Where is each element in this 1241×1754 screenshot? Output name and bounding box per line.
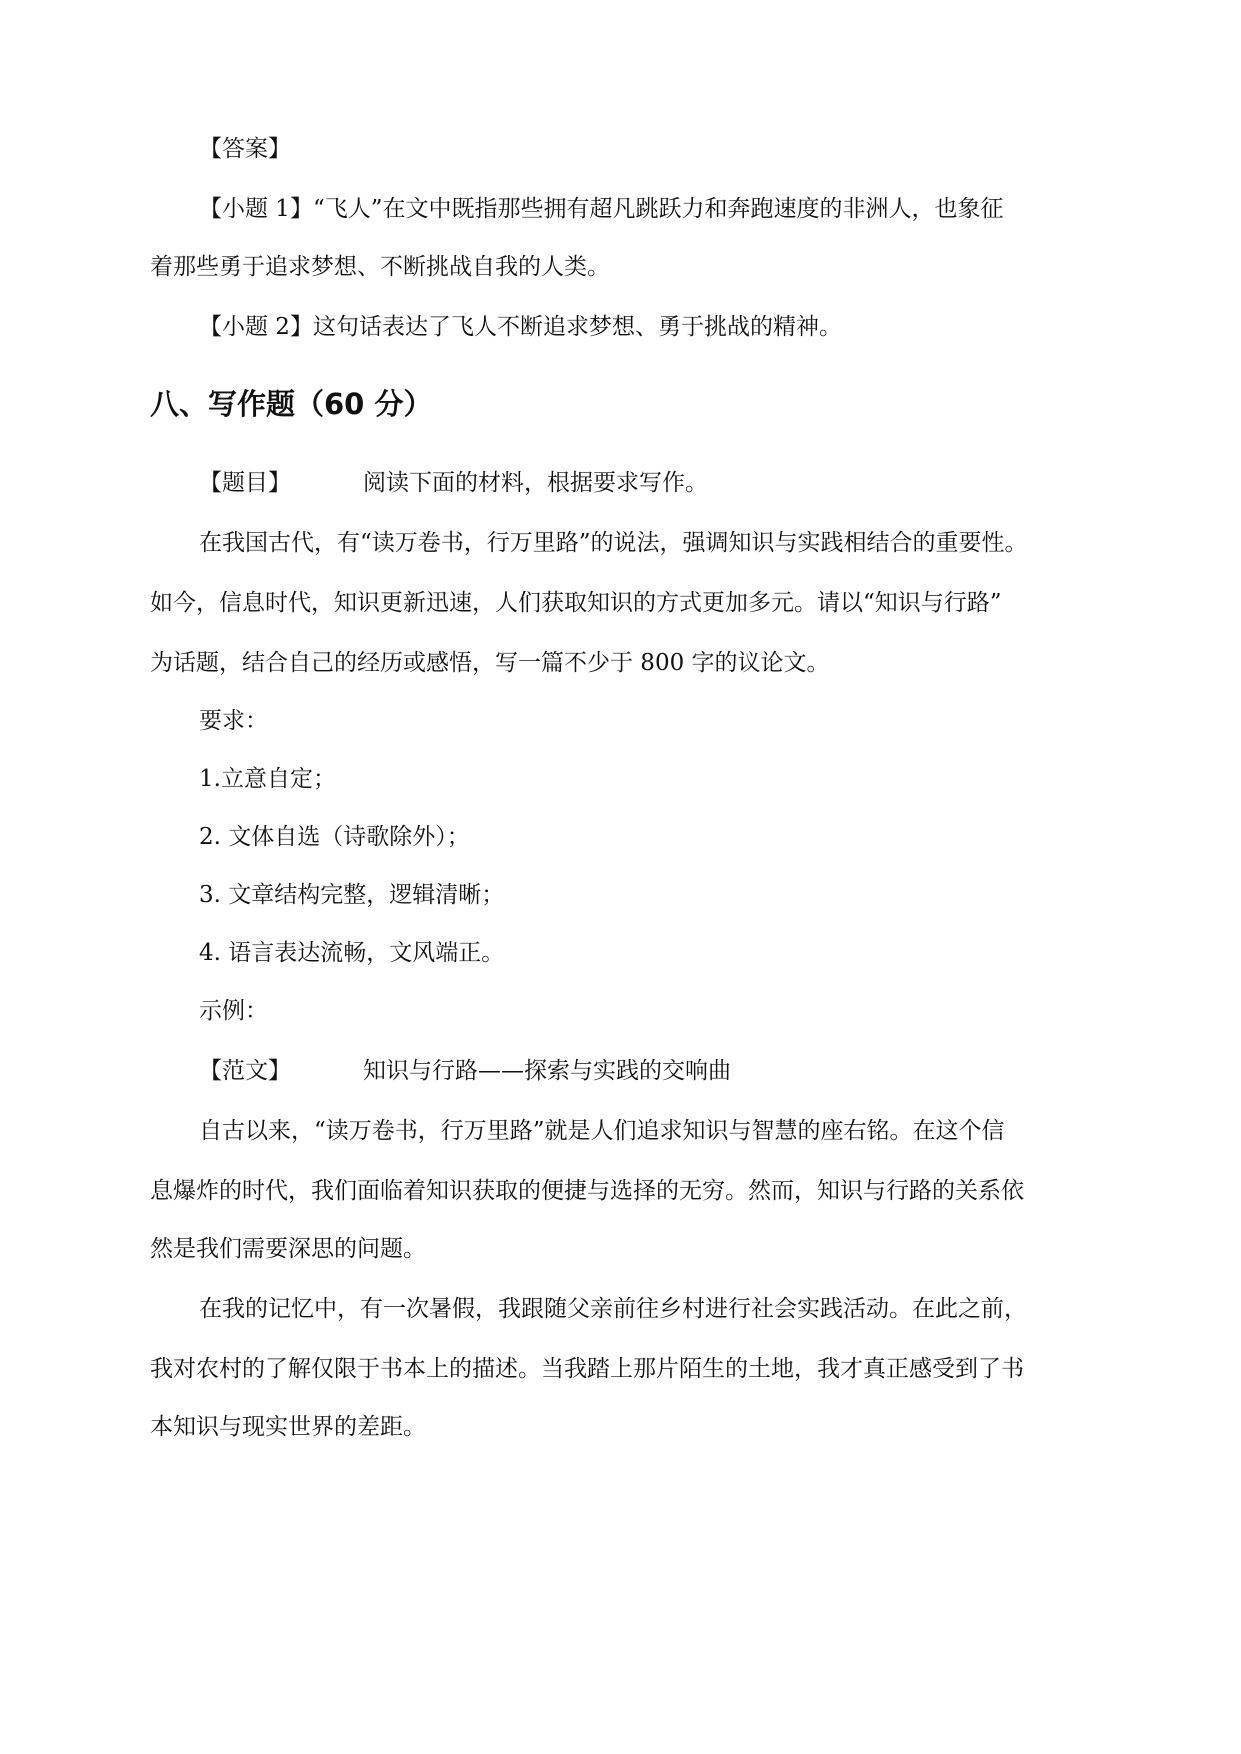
essay-paragraph-1-line-3: 然是我们需要深思的问题。 <box>150 1236 426 1262</box>
essay-paragraph-2-line-2: 我对农村的了解仅限于书本上的描述。当我踏上那片陌生的土地，我才真正感受到了书 <box>150 1356 1024 1382</box>
topic-label: 【题目】 <box>199 470 291 496</box>
answer-q2-line <box>199 312 842 342</box>
essay-label: 【范文】 <box>199 1058 291 1084</box>
material-line-2: 如今，信息时代，知识更新迅速，人们获取知识的方式更加多元。请以“知识与行路” <box>150 590 1002 616</box>
answer-q2-text: 这句话表达了飞人不断追求梦想、勇于挑战的精神。 <box>312 314 842 340</box>
topic-line <box>199 468 708 498</box>
answer-q2-label: 【小题 2】 <box>199 314 313 340</box>
requirement-item: 4. 语言表达流畅，文风端正。 <box>199 940 505 966</box>
essay-title: 知识与行路——探索与实践的交响曲 <box>363 1058 731 1084</box>
answer-q1-line-1 <box>199 194 1003 224</box>
material-line-1: 在我国古代，有“读万卷书，行万里路”的说法，强调知识与实践相结合的重要性。 <box>199 530 1028 556</box>
answer-q1-text: “飞人”在文中既指那些拥有超凡跳跃力和奔跑速度的非洲人，也象征 <box>312 196 1004 222</box>
essay-paragraph-1-line-2: 息爆炸的时代，我们面临着知识获取的便捷与选择的无穷。然而，知识与行路的关系依 <box>150 1178 1024 1204</box>
requirement-item: 3. 文章结构完整，逻辑清晰； <box>199 882 505 908</box>
answer-title: 【答案】 <box>199 136 291 162</box>
material-line-3: 为话题，结合自己的经历或感悟，写一篇不少于 800 字的议论文。 <box>150 650 830 676</box>
topic-text: 阅读下面的材料，根据要求写作。 <box>363 470 708 496</box>
requirement-item: 1.立意自定； <box>199 766 336 792</box>
essay-paragraph-1-line-1: 自古以来，“读万卷书，行万里路”就是人们追求知识与智慧的座右铭。在这个信 <box>199 1118 1005 1144</box>
requirements-label: 要求： <box>199 708 268 734</box>
example-label: 示例： <box>199 998 268 1024</box>
essay-title-line <box>199 1056 731 1086</box>
writing-section-heading: 八、写作题（60 分） <box>150 387 433 421</box>
essay-paragraph-2-line-3: 本知识与现实世界的差距。 <box>150 1414 426 1440</box>
essay-paragraph-2-line-1: 在我的记忆中，有一次暑假，我跟随父亲前往乡村进行社会实践活动。在此之前， <box>199 1296 1027 1322</box>
requirement-item: 2. 文体自选（诗歌除外）； <box>199 824 470 850</box>
answer-q1-line-2: 着那些勇于追求梦想、不断挑战自我的人类。 <box>150 254 610 280</box>
answer-q1-label: 【小题 1】 <box>199 196 313 222</box>
